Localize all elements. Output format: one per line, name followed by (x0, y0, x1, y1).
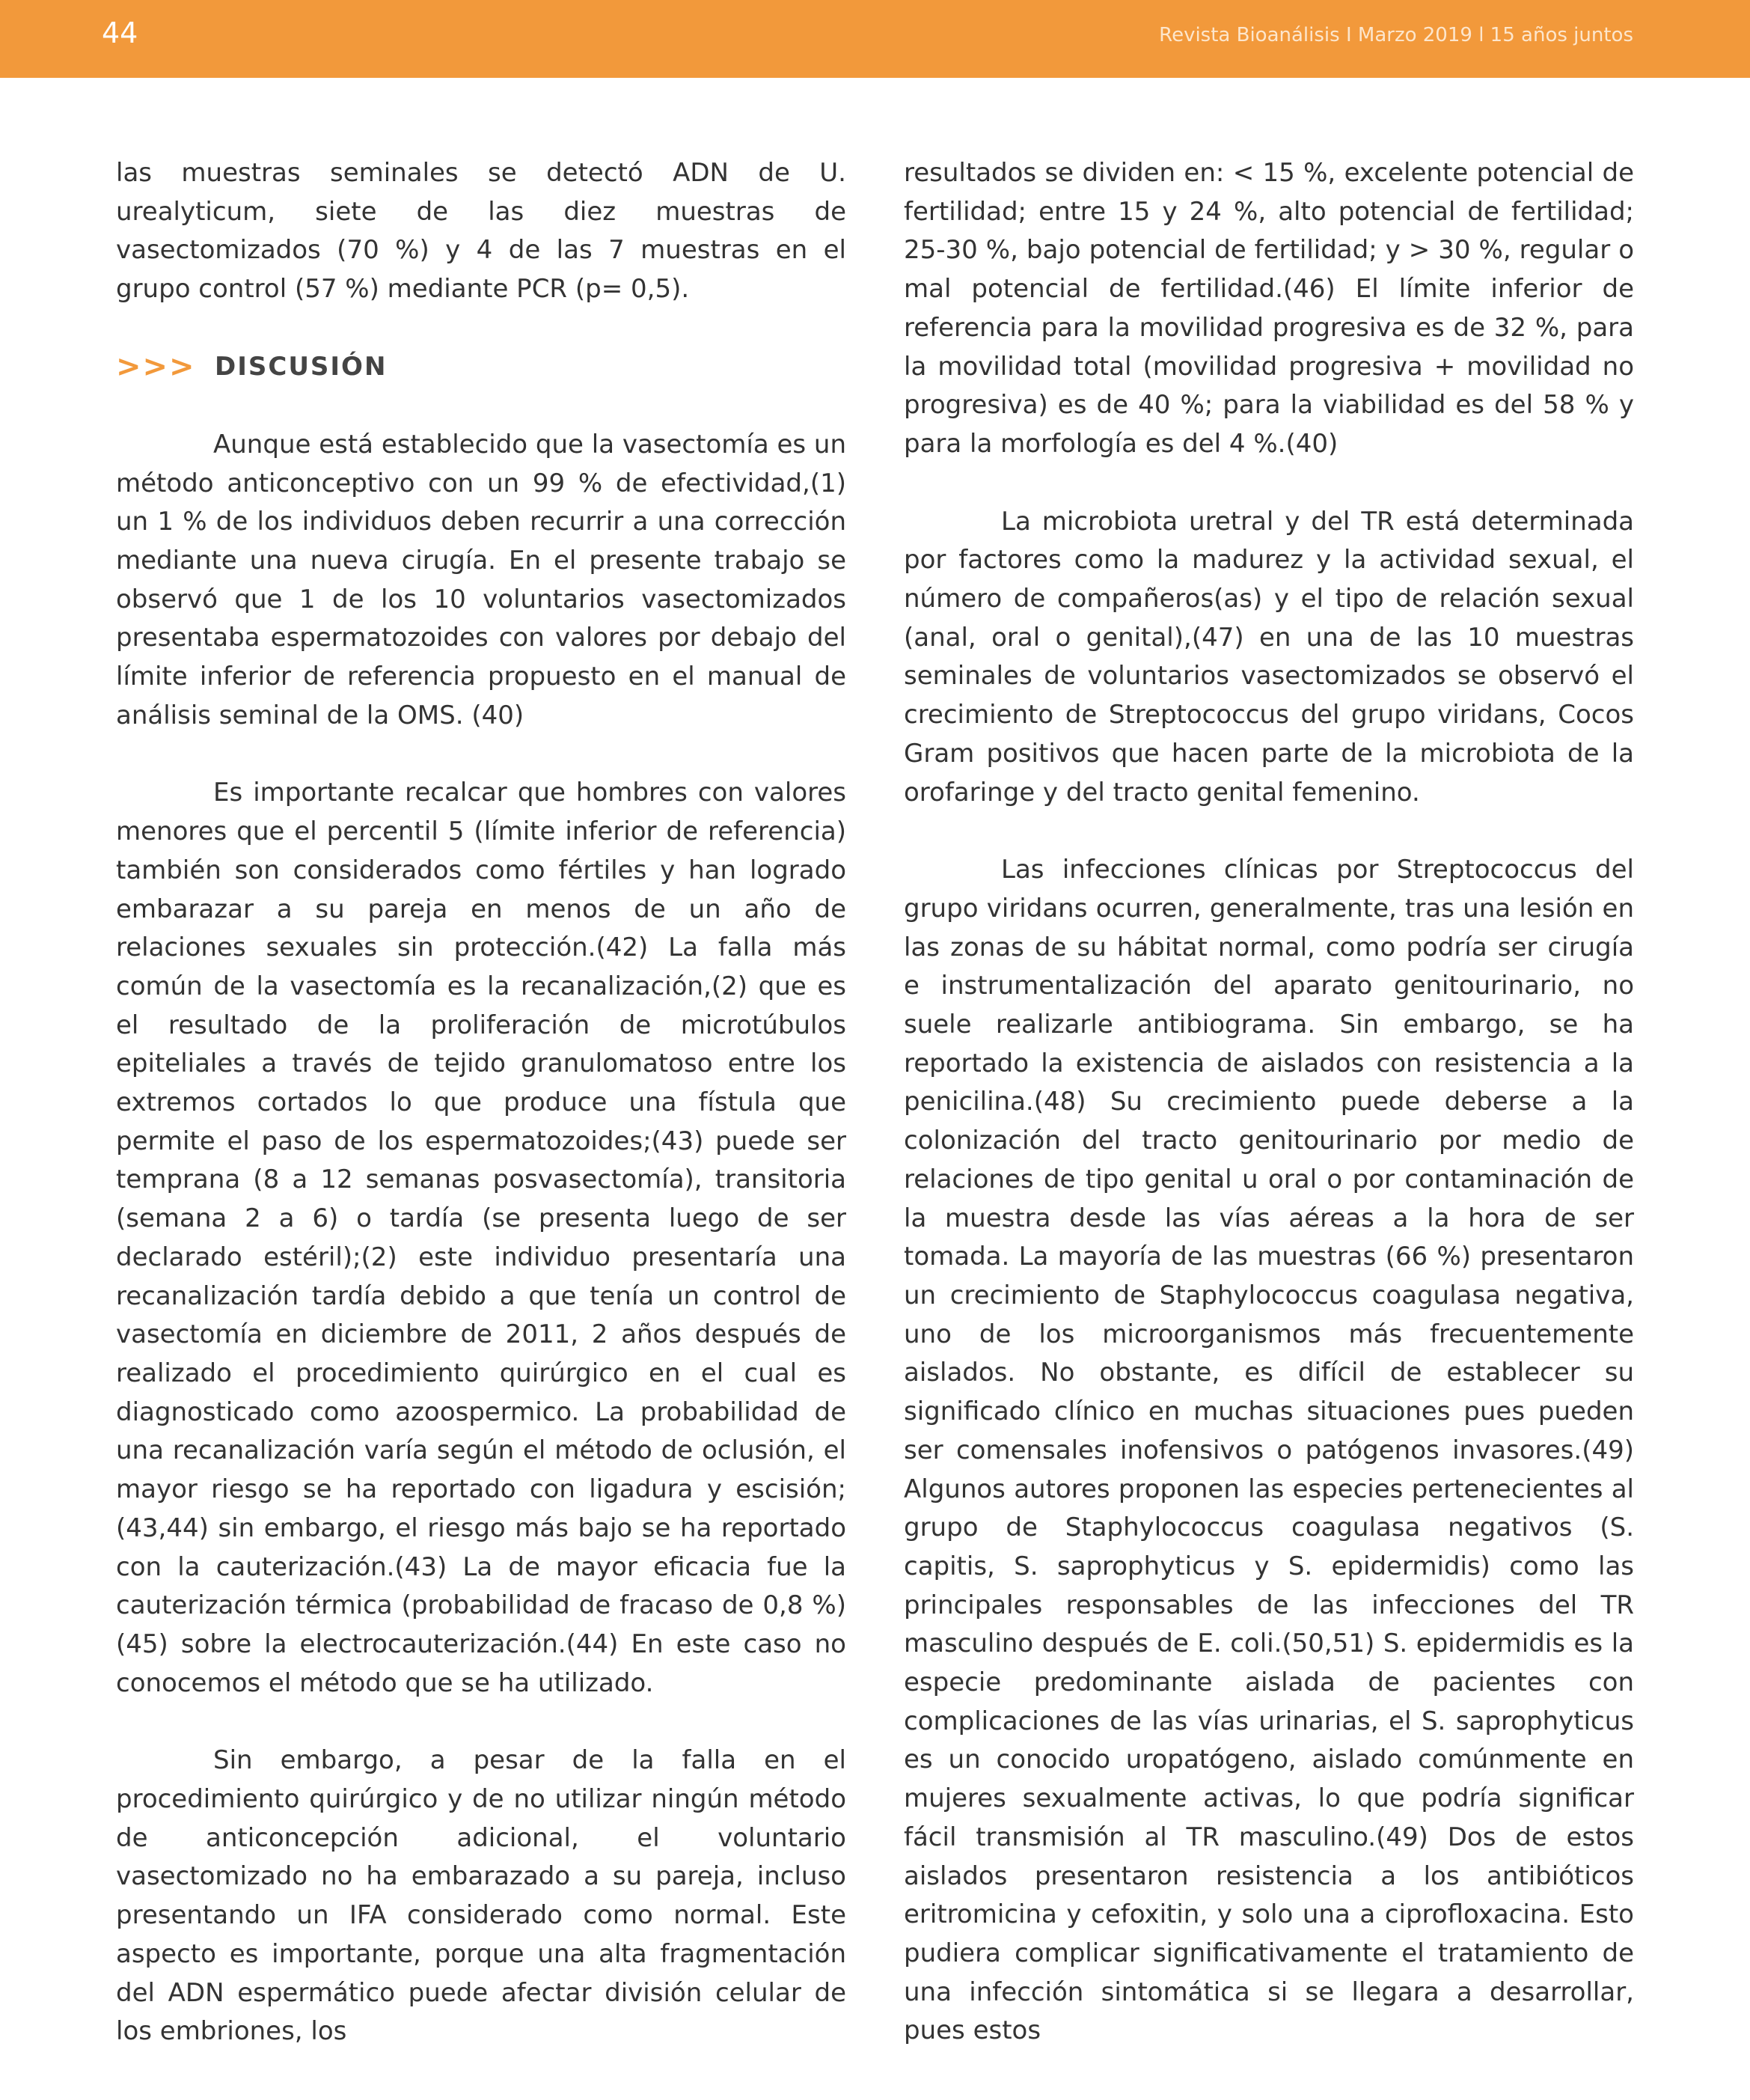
paragraph: Aunque está establecido que la vasectomía es un método anticonceptivo con un 99 % de efectividad,(1) un 1 % de los individuos deben recurrir a una corrección mediante una nueva cirugía. En el presente trabajo se observó que 1 de los 10 voluntarios vasectomizados presentaba espermatozoides con valores por debajo del límite inferior de referencia propuesto en el manual de análisis seminal de la OMS. (40) (116, 429, 846, 730)
spacer (904, 812, 1634, 851)
journal-title: Revista Bioanálisis I Marzo 2019 l 15 años juntos (1159, 24, 1633, 46)
section-title: DISCUSIÓN (215, 351, 388, 382)
paragraph: Es importante recalcar que hombres con valores menores que el percentil 5 (límite inferior de referencia) también son considerados como fértiles y han logrado embarazar a su pareja en menos de un año de relaciones sexuales sin protección.(42) La falla más común de la vasectomía es la recanalización,(2) que es el resultado de la proliferación de microtúbulos epiteliales a través de tejido granulomatoso entre los extremos cortados lo que produce una fístula que permite el paso de los espermatozoides;(43) puede ser temprana (8 a 12 semanas posvasectomía), transitoria (semana 2 a 6) o tardía (se presenta luego de ser declarado estéril);(2) este individuo presentaría una recanalización tardía debido a que tenía un control de vasectomía en diciembre de 2011, 2 años después de realizado el procedimiento quirúrgico en el cual es diagnosticado como azoospermico. La probabilidad de una recanalización varía según el método de oclusión, el mayor riesgo se ha reportado con ligadura y escisión;(43,44) sin embargo, el riesgo más bajo se ha reportado con la cauterización.(43) La de mayor eficacia fue la cauterización térmica (probabilidad de fracaso de 0,8 %)(45) sobre la electrocauterización.(44) En este caso no conocemos el método que se ha utilizado. (116, 778, 846, 1698)
paragraph: La microbiota uretral y del TR está determinada por factores como la madurez y la actividad sexual, el número de compañeros(as) y el tipo de relación sexual (anal, oral o genital),(47) en una de las 10 muestras seminales de voluntarios vasectomizados se observó el crecimiento de Streptococcus del grupo viridans, Cocos Gram positivos que hacen parte de la microbiota de la orofaringe y del tracto genital femenino. (904, 506, 1634, 808)
spacer (116, 1703, 846, 1742)
paragraph: las muestras seminales se detectó ADN de U. urealyticum, siete de las diez muestras de vasectomizados (70 %) y 4 de las 7 muestras en el grupo control (57 %) mediante PCR (p= 0,5). (116, 158, 846, 305)
spacer (116, 735, 846, 774)
page-number: 44 (102, 16, 138, 49)
paragraph: resultados se dividen en: < 15 %, excelente potencial de fertilidad; entre 15 y 24 %, alto potencial de fertilidad; 25-30 %, bajo potencial de fertilidad; y > 30 %, regular o mal potencial de fertilidad.(46) El límite inferior de referencia para la movilidad progresiva es de 32 %, para la movilidad total (movilidad progresiva + movilidad no progresiva) es de 40 %; para la viabilidad es del 58 % y para la morfología es del 4 %.(40) (904, 158, 1634, 459)
spacer (904, 464, 1634, 503)
spacer (116, 387, 846, 426)
paragraph: Sin embargo, a pesar de la falla en el procedimiento quirúrgico y de no utilizar ningún método de anticoncepción adicional, el voluntario vasectomizado no ha embarazado a su pareja, incluso presentando un IFA considerado como normal. Este aspecto es importante, porque una alta fragmentación del ADN espermático puede afectar división celular de los embriones, los (116, 1745, 846, 2047)
paragraph: Las infecciones clínicas por Streptococcus del grupo viridans ocurren, generalmente, tras una lesión en las zonas de su hábitat normal, como podría ser cirugía e instrumentalización del aparato genitourinario, no suele realizarle antibiograma. Sin embargo, se ha reportado la existencia de aislados con resistencia a la penicilina.(48) Su crecimiento puede deberse a la colonización del tracto genitourinario por medio de relaciones de tipo genital u oral o por contaminación de la muestra desde las vías aéreas a la hora de ser tomada. La mayoría de las muestras (66 %) presentaron un crecimiento de Staphylococcus coagulasa negativa, uno de los microorganismos más frecuentemente aislados. No obstante, es difícil de establecer su significado clínico en muchas situaciones pues pueden ser comensales inofensivos o patógenos invasores.(49) Algunos autores proponen las especies pertenecientes al grupo de Staphylococcus coagulasa negativos (S. capitis, S. saprophyticus y S. epidermidis) como las principales responsables de las infecciones del TR masculino después de E. coli.(50,51) S. epidermidis es la especie predominante aislada de pacientes con complicaciones de las vías urinarias, el S. saprophyticus es un conocido uropatógeno, aislado comúnmente en mujeres sexualmente activas, lo que podría significar fácil transmisión al TR masculino.(49) Dos de estos aislados presentaron resistencia a los antibióticos eritromicina y cefoxitin, y solo una a ciprofloxacina. Esto pudiera complicar significativamente el tratamiento de una infección sintomática si se llegara a desarrollar, pues estos (904, 855, 1634, 2046)
left-column (116, 154, 846, 2051)
chevron-icon: >>> (116, 349, 196, 384)
spacer (116, 309, 846, 348)
right-column (904, 154, 1634, 2051)
section-heading (116, 348, 846, 387)
page-header (0, 0, 1750, 78)
